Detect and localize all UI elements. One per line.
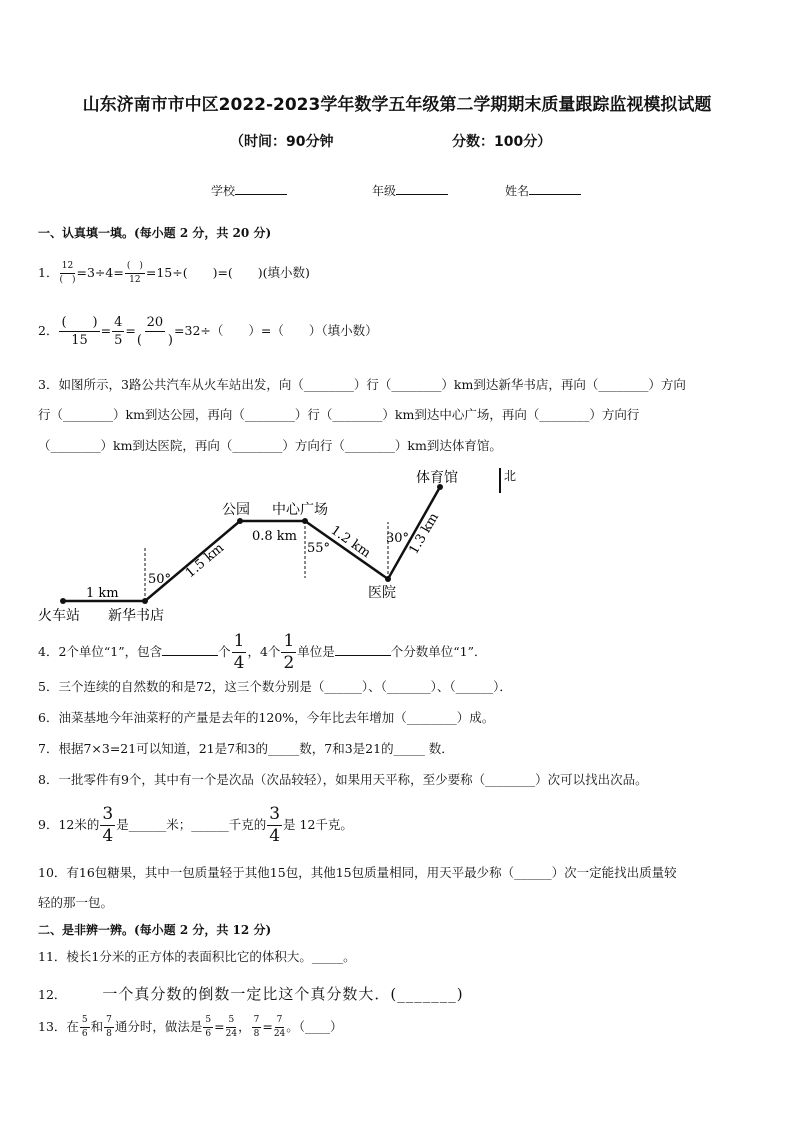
segment-2-length: 1.5 km <box>182 540 228 582</box>
segment-4-length: 1.2 km <box>327 522 374 562</box>
question-13: 13．在 $\frac{5}{6}$ 和 $\frac{7}{8}$ 通分时，做法是 $\frac{5}{6}$ = $\frac{5}{24}$ ， $\frac{7}{8}$ = $\frac{7}{24}$ 。（____） <box>38 1015 343 1039</box>
train-station-label: 火车站 <box>38 608 80 624</box>
fraction: $\frac{3}{4}$ <box>102 804 114 846</box>
plaza-label: 中心广场 <box>272 502 328 518</box>
park-label: 公园 <box>222 502 250 518</box>
question-1: 1． $\frac{12}{( )}$ =3÷4= $\frac{( )}{12}$ =15÷( )=( )(填小数) <box>38 261 310 285</box>
route-line <box>63 487 440 601</box>
school-field[interactable] <box>211 182 287 199</box>
exam-time: （时间：90分钟 <box>230 134 334 150</box>
north-label: 北 <box>504 469 517 483</box>
bookstore-point <box>142 598 148 604</box>
fraction: $\frac{7}{24}$ <box>273 1015 286 1039</box>
school-label: 学校 <box>211 184 236 198</box>
fraction: $\frac{7}{8}$ <box>253 1015 260 1039</box>
fraction: $\frac{1}{2}$ <box>283 631 295 673</box>
question-5: 5．三个连续的自然数的和是72，这三个数分别是（______）、（_______）、（______）． <box>38 679 512 694</box>
fraction: $\frac{5}{6}$ <box>205 1015 212 1039</box>
question-4: 4．2个单位“1”，包含 个 $\frac{1}{4}$ ，4个 $\frac{1}{2}$ 单位是 个分数单位“1”． <box>38 631 487 673</box>
stadium-label: 体育馆 <box>416 470 458 486</box>
segment-3-length: 0.8 km <box>252 529 298 544</box>
exam-score: 分数：100分） <box>452 134 552 150</box>
fraction: $\frac{( )}{12}$ <box>126 261 143 285</box>
fraction: $\frac{4}{5}$ <box>114 315 123 348</box>
section-1-heading: 一、认真填一填。(每小题 2 分，共 20 分) <box>38 226 272 240</box>
route-map <box>30 460 530 630</box>
fraction: $\frac{5}{24}$ <box>225 1015 238 1039</box>
segment-1-length: 1 km <box>86 586 119 601</box>
fraction: $\frac{7}{8}$ <box>106 1015 112 1039</box>
question-12: 12． 一个真分数的倒数一定比这个真分数大．(_______) <box>38 985 464 1003</box>
fraction: $\frac{1}{4}$ <box>233 631 245 673</box>
question-8: 8．一批零件有9个，其中有一个是次品（次品较轻），如果用天平称，至少要称（________）次可以找出次品。 <box>38 772 648 787</box>
hospital-label: 医院 <box>368 585 396 601</box>
segment-5-length: 1.3 km <box>406 510 442 557</box>
fraction: $\frac{( )}{15}$ <box>61 315 98 348</box>
question-3-line-2: 行（________）km到达公园，再向（________）行（________）km到达中心广场，再向（________）方向行 <box>38 407 640 422</box>
grade-label: 年级 <box>372 184 397 198</box>
fraction: $\frac{20}{( )}$ <box>136 315 174 348</box>
page-title: 山东济南市市中区2022-2023学年数学五年级第二学期期末质量跟踪监视模拟试题 <box>82 95 712 115</box>
angle-1: 50° <box>148 572 172 587</box>
bookstore-label: 新华书店 <box>108 608 164 624</box>
question-7: 7．根据7×3=21可以知道，21是7和3的_____数，7和3是21的_____ 数． <box>38 741 454 756</box>
question-2: 2． $\frac{( )}{15}$ = $\frac{4}{5}$ = $\frac{20}{( )}$ =32÷（ ）=（ ）（填小数） <box>38 315 378 348</box>
question-10-line-2: 轻的那一包。 <box>38 895 114 910</box>
name-field[interactable] <box>505 182 581 199</box>
hospital-point <box>385 576 391 582</box>
question-3-line-1: 3．如图所示，3路公共汽车从火车站出发，向（________）行（________）km到达新华书店，再向（________）方向 <box>38 377 686 392</box>
angle-2: 55° <box>307 541 331 556</box>
park-point <box>237 518 243 524</box>
question-9: 9．12米的 $\frac{3}{4}$ 是______米；______千克的 $\frac{3}{4}$ 是 12千克。 <box>38 804 353 846</box>
question-10-line-1: 10．有16包糖果，其中一包质量轻于其他15包，其他15包质量相同，用天平最少称（______）次一定能找出质量较 <box>38 865 677 880</box>
angle-3: 30° <box>386 531 410 546</box>
name-label: 姓名 <box>505 184 530 198</box>
train-station-point <box>60 598 66 604</box>
fraction: $\frac{12}{( )}$ <box>59 261 76 285</box>
question-3-line-3: （________）km到达医院，再向（________）方向行（________）km到达体育馆。 <box>38 438 502 453</box>
section-2-heading: 二、是非辨一辨。(每小题 2 分，共 12 分) <box>38 923 272 937</box>
fraction: $\frac{5}{6}$ <box>81 1015 88 1039</box>
plaza-point <box>302 518 308 524</box>
question-11: 11．棱长1分米的正方体的表面积比它的体积大。_____。 <box>38 949 356 964</box>
fraction: $\frac{3}{4}$ <box>269 804 281 846</box>
grade-field[interactable] <box>372 182 448 199</box>
question-6: 6．油菜基地今年油菜籽的产量是去年的120%，今年比去年增加（________）成。 <box>38 710 495 725</box>
